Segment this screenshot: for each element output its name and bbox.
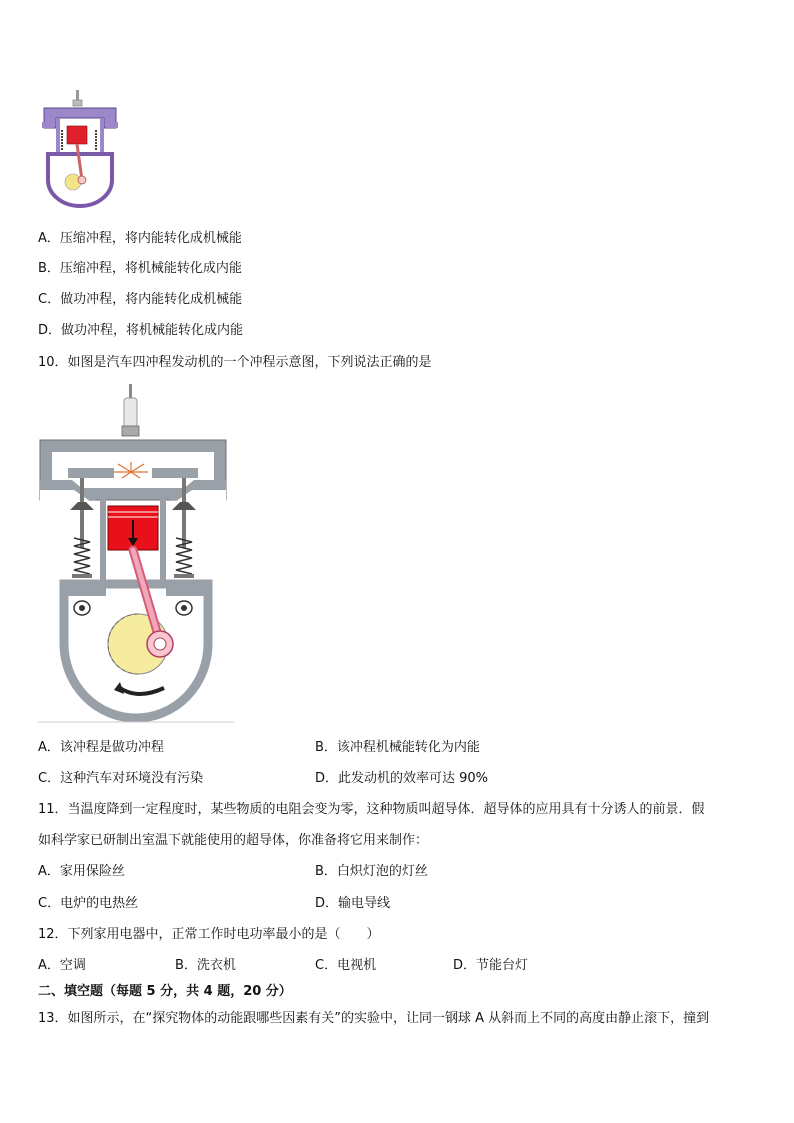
q12-option-c: C．电视机 <box>315 958 377 973</box>
small-engine-figure <box>38 88 122 210</box>
section-heading-fill-in: 二、填空题（每题 5 分，共 4 题，20 分） <box>38 984 292 999</box>
q10-option-a: A．该冲程是做功冲程 <box>38 740 164 755</box>
q12-stem: 12．下列家用电器中，正常工作时电功率最小的是（ ） <box>38 927 380 942</box>
q9-option-c: C．做功冲程，将内能转化成机械能 <box>38 292 243 307</box>
q11-option-c: C．电炉的电热丝 <box>38 896 139 911</box>
q11-stem-line2: 如科学家已研制出室温下就能使用的超导体，你准备将它用来制作： <box>38 833 429 848</box>
q11-option-d: D．输电导线 <box>315 896 391 911</box>
q10-option-c: C．这种汽车对环境没有污染 <box>38 771 204 786</box>
q10-option-d: D．此发动机的效率可达 90% <box>315 771 489 786</box>
q13-stem: 13．如图所示，在“探究物体的动能跟哪些因素有关”的实验中，让同一钢球 A 从斜而上不同的高度由静止滚下，撞到 <box>38 1011 710 1026</box>
q9-option-a: A．压缩冲程，将内能转化成机械能 <box>38 231 242 246</box>
q11-option-b: B．白炽灯泡的灯丝 <box>315 864 428 879</box>
q10-stem: 10．如图是汽车四冲程发动机的一个冲程示意图，下列说法正确的是 <box>38 355 432 370</box>
q12-option-d: D．节能台灯 <box>453 958 529 973</box>
q12-option-a: A．空调 <box>38 958 86 973</box>
q9-option-b: B．压缩冲程，将机械能转化成内能 <box>38 261 242 276</box>
q9-option-d: D．做功冲程，将机械能转化成内能 <box>38 323 244 338</box>
q12-option-b: B．洗衣机 <box>175 958 236 973</box>
large-engine-figure <box>38 382 234 724</box>
q11-option-a: A．家用保险丝 <box>38 864 125 879</box>
q11-stem-line1: 11．当温度降到一定程度时，某些物质的电阻会变为零，这种物质叫超导体．超导体的应用具有十分诱人的前景．假 <box>38 802 705 817</box>
q10-option-b: B．该冲程机械能转化为内能 <box>315 740 480 755</box>
